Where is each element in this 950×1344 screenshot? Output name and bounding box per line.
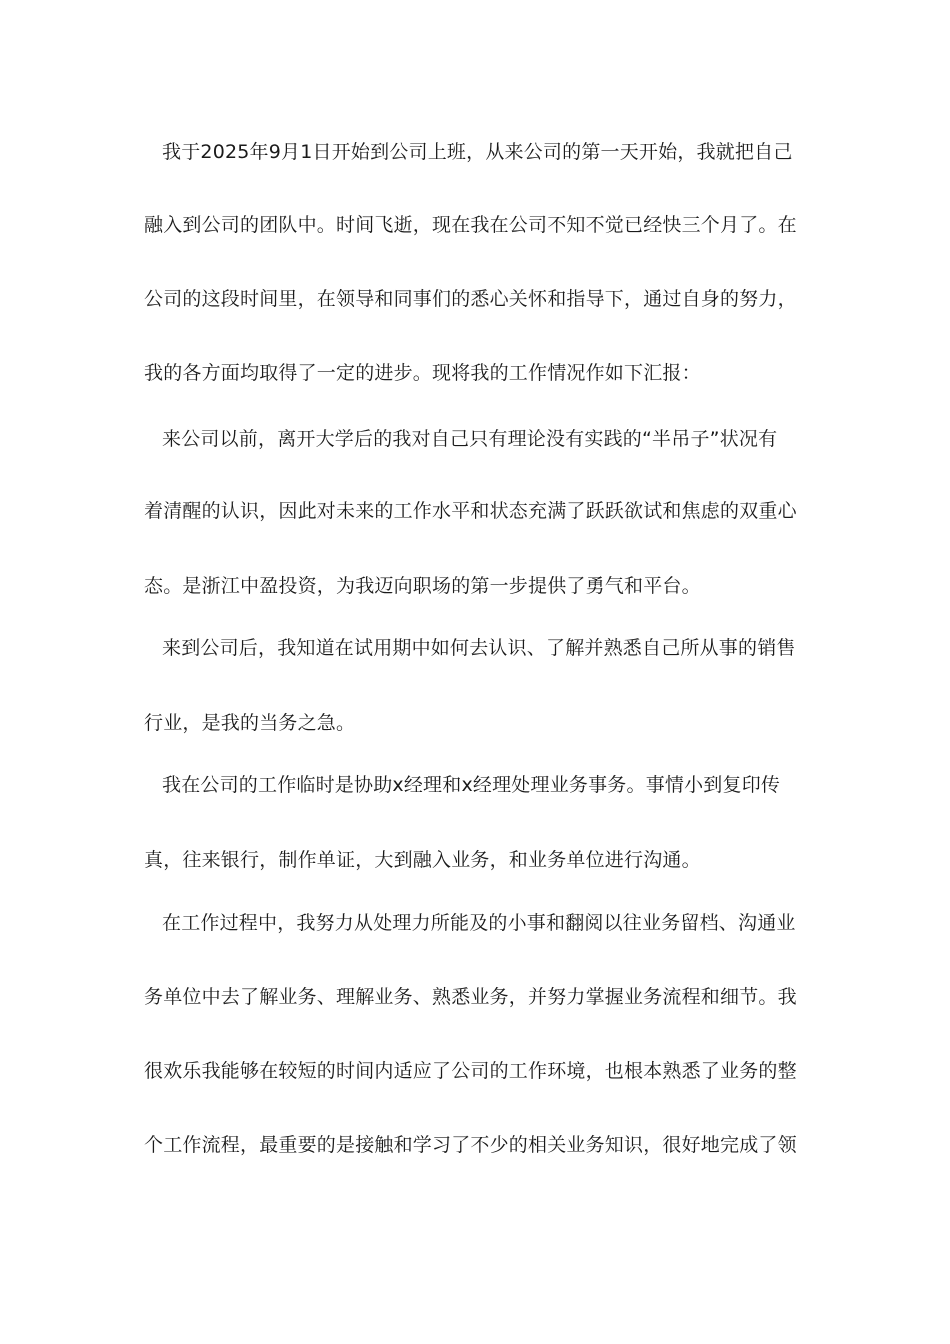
paragraph-3-line-1: 来到公司后，我知道在试用期中如何去认识、了解并熟悉自己所从事的销售 (162, 637, 796, 659)
paragraph-2-line-2: 着清醒的认识，因此对未来的工作水平和状态充满了跃跃欲试和焦虑的双重心 (144, 500, 797, 522)
paragraph-3-line-2: 行业，是我的当务之急。 (144, 712, 356, 734)
paragraph-2-line-1: 来公司以前，离开大学后的我对自己只有理论没有实践的“半吊子”状况有 (162, 428, 778, 450)
paragraph-1-line-4: 我的各方面均取得了一定的进步。现将我的工作情况作如下汇报： (144, 362, 701, 384)
paragraph-1-line-3: 公司的这段时间里，在领导和同事们的悉心关怀和指导下，通过自身的努力， (144, 288, 797, 310)
paragraph-1-line-2: 融入到公司的团队中。时间飞逝，现在我在公司不知不觉已经快三个月了。在 (144, 214, 797, 236)
paragraph-4-line-1: 我在公司的工作临时是协助x经理和x经理处理业务事务。事情小到复印传 (162, 774, 781, 796)
paragraph-4-line-2: 真，往来银行，制作单证，大到融入业务，和业务单位进行沟通。 (144, 849, 701, 871)
paragraph-1-line-1: 我于2025年9月1日开始到公司上班，从来公司的第一天开始，我就把自己 (162, 141, 793, 163)
paragraph-5-line-4: 个工作流程，最重要的是接触和学习了不少的相关业务知识，很好地完成了领 (144, 1134, 797, 1156)
paragraph-5-line-2: 务单位中去了解业务、理解业务、熟悉业务，并努力掌握业务流程和细节。我 (144, 986, 797, 1008)
paragraph-2-line-3: 态。是浙江中盈投资，为我迈向职场的第一步提供了勇气和平台。 (144, 575, 701, 597)
paragraph-5-line-3: 很欢乐我能够在较短的时间内适应了公司的工作环境，也根本熟悉了业务的整 (144, 1060, 797, 1082)
paragraph-5-line-1: 在工作过程中，我努力从处理力所能及的小事和翻阅以往业务留档、沟通业 (162, 912, 796, 934)
